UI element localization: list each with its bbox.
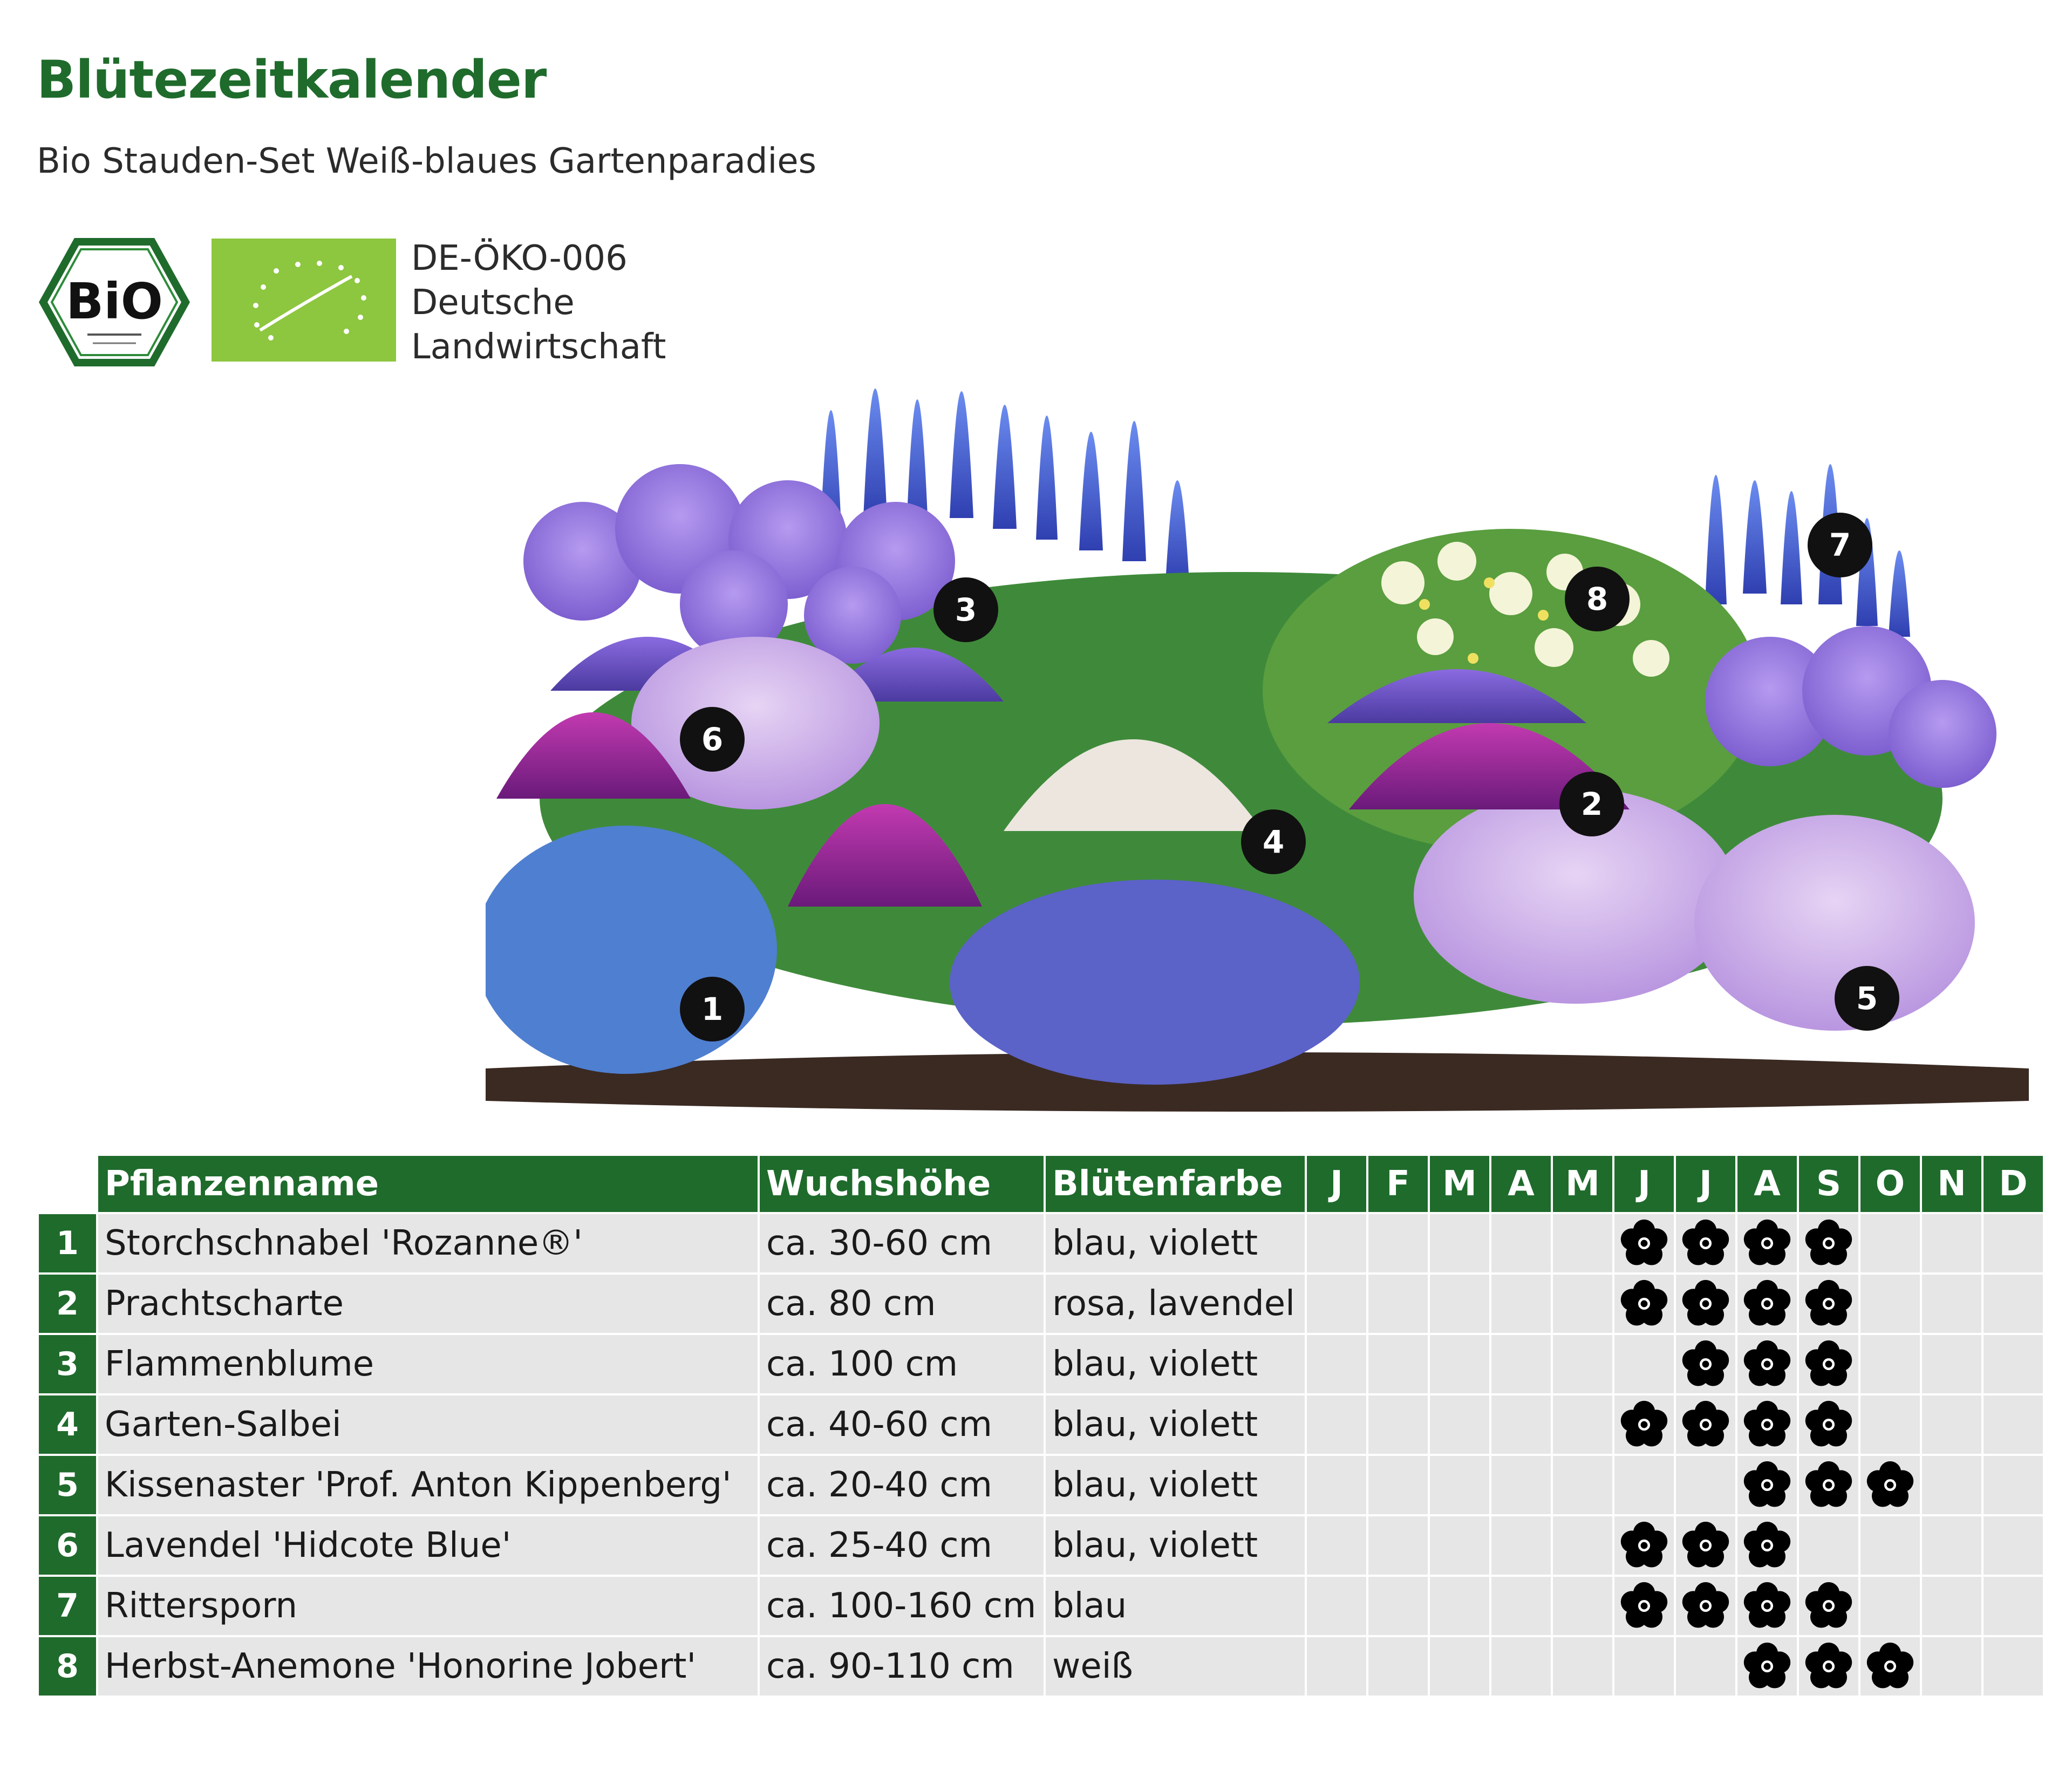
row-number: 6: [39, 1516, 96, 1575]
month-cell: [1614, 1214, 1674, 1272]
month-cell: [1860, 1275, 1920, 1333]
month-cell: [1676, 1395, 1735, 1454]
flower-icon: [1742, 1521, 1792, 1570]
header-month: M: [1553, 1156, 1612, 1212]
flower-icon: [1742, 1581, 1792, 1631]
flower-icon: [1742, 1400, 1792, 1449]
month-cell: [1799, 1456, 1858, 1514]
month-cell: [1368, 1275, 1428, 1333]
month-cell: [1307, 1516, 1366, 1575]
month-cell: [1799, 1577, 1858, 1635]
month-cell: [1984, 1335, 2043, 1393]
month-cell: [1984, 1577, 2043, 1635]
flower-icon: [1681, 1581, 1730, 1631]
height-cell: ca. 100 cm: [760, 1335, 1044, 1393]
month-cell: [1307, 1275, 1366, 1333]
month-cell: [1430, 1577, 1489, 1635]
month-cell: [1430, 1395, 1489, 1454]
plant-name-cell: Kissenaster 'Prof. Anton Kippenberg': [98, 1456, 758, 1514]
month-cell: [1922, 1637, 1981, 1696]
height-cell: ca. 100-160 cm: [760, 1577, 1044, 1635]
flower-color-cell: blau, violett: [1046, 1335, 1305, 1393]
height-cell: ca. 90-110 cm: [760, 1637, 1044, 1696]
month-cell: [1860, 1516, 1920, 1575]
month-cell: [1368, 1395, 1428, 1454]
month-cell: [1491, 1395, 1551, 1454]
table-row: [39, 1637, 2043, 1696]
month-cell: [1430, 1516, 1489, 1575]
marker-2: 2: [1580, 786, 1603, 822]
month-cell: [1430, 1275, 1489, 1333]
month-cell: [1860, 1637, 1920, 1696]
month-cell: [1553, 1395, 1612, 1454]
header-month: M: [1430, 1156, 1489, 1212]
marker-3: 3: [955, 591, 977, 628]
month-cell: [1491, 1456, 1551, 1514]
height-cell: ca. 30-60 cm: [760, 1214, 1044, 1272]
flower-color-cell: blau, violett: [1046, 1214, 1305, 1272]
table-header-row: [39, 1156, 2043, 1212]
header-month: J: [1676, 1156, 1735, 1212]
month-cell: [1984, 1214, 2043, 1272]
month-cell: [1614, 1577, 1674, 1635]
month-cell: [1984, 1637, 2043, 1696]
month-cell: [1737, 1637, 1797, 1696]
month-cell: [1799, 1395, 1858, 1454]
month-cell: [1984, 1516, 2043, 1575]
flower-icon: [1742, 1279, 1792, 1329]
cert-line-3: Landwirtschaft: [411, 327, 666, 367]
height-cell: ca. 80 cm: [760, 1275, 1044, 1333]
marker-1: 1: [701, 991, 724, 1027]
month-cell: [1368, 1214, 1428, 1272]
month-cell: [1307, 1335, 1366, 1393]
table-row: [39, 1395, 2043, 1454]
month-cell: [1553, 1637, 1612, 1696]
month-cell: [1553, 1577, 1612, 1635]
month-cell: [1368, 1456, 1428, 1514]
month-cell: [1368, 1335, 1428, 1393]
month-cell: [1737, 1335, 1797, 1393]
month-cell: [1368, 1637, 1428, 1696]
month-cell: [1922, 1275, 1981, 1333]
header-flower-color: Blütenfarbe: [1046, 1156, 1305, 1212]
month-cell: [1491, 1516, 1551, 1575]
month-cell: [1553, 1214, 1612, 1272]
month-cell: [1984, 1395, 2043, 1454]
row-number: 4: [39, 1395, 96, 1454]
flower-icon: [1742, 1218, 1792, 1268]
month-cell: [1553, 1516, 1612, 1575]
flower-icon: [1742, 1460, 1792, 1510]
month-cell: [1984, 1275, 2043, 1333]
plant-name-cell: Lavendel 'Hidcote Blue': [98, 1516, 758, 1575]
table-row: [39, 1214, 2043, 1272]
month-cell: [1922, 1516, 1981, 1575]
flower-color-cell: weiß: [1046, 1637, 1305, 1696]
month-cell: [1307, 1456, 1366, 1514]
row-number: 8: [39, 1637, 96, 1696]
cert-line-2: Deutsche: [411, 283, 575, 323]
month-cell: [1307, 1214, 1366, 1272]
flower-icon: [1681, 1279, 1730, 1329]
month-cell: [1922, 1456, 1981, 1514]
flower-color-cell: rosa, lavendel: [1046, 1275, 1305, 1333]
month-cell: [1553, 1275, 1612, 1333]
header-month: J: [1307, 1156, 1366, 1212]
month-cell: [1922, 1577, 1981, 1635]
month-cell: [1799, 1335, 1858, 1393]
month-cell: [1860, 1214, 1920, 1272]
header-blank: [39, 1156, 96, 1212]
month-cell: [1676, 1214, 1735, 1272]
month-cell: [1614, 1275, 1674, 1333]
marker-4: 4: [1262, 823, 1285, 860]
flower-icon: [1619, 1218, 1669, 1268]
header-plant-name: Pflanzenname: [98, 1156, 758, 1212]
month-cell: [1737, 1577, 1797, 1635]
marker-6: 6: [701, 721, 724, 758]
month-cell: [1614, 1516, 1674, 1575]
month-cell: [1922, 1214, 1981, 1272]
bloom-calendar-table: [37, 1154, 2045, 1698]
table-row: [39, 1577, 2043, 1635]
plant-name-cell: Storchschnabel 'Rozanne®': [98, 1214, 758, 1272]
month-cell: [1614, 1395, 1674, 1454]
month-cell: [1430, 1335, 1489, 1393]
month-cell: [1430, 1214, 1489, 1272]
header-height: Wuchshöhe: [760, 1156, 1044, 1212]
month-cell: [1860, 1395, 1920, 1454]
table-row: [39, 1275, 2043, 1333]
flower-icon: [1804, 1279, 1853, 1329]
month-cell: [1860, 1335, 1920, 1393]
cert-code: DE-ÖKO-006: [411, 239, 628, 278]
flower-icon: [1742, 1642, 1792, 1691]
header-month: F: [1368, 1156, 1428, 1212]
header-month: A: [1737, 1156, 1797, 1212]
flower-icon: [1804, 1642, 1853, 1691]
flower-icon: [1619, 1400, 1669, 1449]
month-cell: [1491, 1275, 1551, 1333]
plant-name-cell: Rittersporn: [98, 1577, 758, 1635]
month-cell: [1368, 1516, 1428, 1575]
flower-icon: [1742, 1339, 1792, 1389]
flower-icon: [1804, 1581, 1853, 1631]
month-cell: [1553, 1335, 1612, 1393]
flower-icon: [1804, 1218, 1853, 1268]
month-cell: [1368, 1577, 1428, 1635]
flower-color-cell: blau, violett: [1046, 1395, 1305, 1454]
month-cell: [1676, 1577, 1735, 1635]
page-title: Blütezeitkalender: [37, 50, 547, 110]
month-cell: [1799, 1214, 1858, 1272]
flower-icon: [1804, 1460, 1853, 1510]
month-cell: [1984, 1456, 2043, 1514]
garden-bed-illustration: [486, 259, 2029, 1122]
month-cell: [1430, 1456, 1489, 1514]
month-cell: [1737, 1516, 1797, 1575]
flower-icon: [1865, 1642, 1915, 1691]
month-cell: [1860, 1456, 1920, 1514]
header-month: J: [1614, 1156, 1674, 1212]
flower-color-cell: blau, violett: [1046, 1456, 1305, 1514]
table-body: [39, 1214, 2043, 1696]
flower-color-cell: blau, violett: [1046, 1516, 1305, 1575]
month-cell: [1676, 1637, 1735, 1696]
month-cell: [1553, 1456, 1612, 1514]
marker-7: 7: [1829, 527, 1851, 563]
month-cell: [1491, 1577, 1551, 1635]
header-month: O: [1860, 1156, 1920, 1212]
month-cell: [1860, 1577, 1920, 1635]
month-cell: [1491, 1637, 1551, 1696]
page-subtitle: Bio Stauden-Set Weiß-blaues Gartenparadies: [37, 141, 816, 181]
month-cell: [1737, 1456, 1797, 1514]
marker-8: 8: [1586, 581, 1608, 617]
month-cell: [1614, 1637, 1674, 1696]
row-number: 1: [39, 1214, 96, 1272]
month-cell: [1799, 1516, 1858, 1575]
plant-name-cell: Prachtscharte: [98, 1275, 758, 1333]
row-number: 5: [39, 1456, 96, 1514]
header-month: A: [1491, 1156, 1551, 1212]
flower-icon: [1681, 1218, 1730, 1268]
table-row: [39, 1456, 2043, 1514]
header-month: N: [1922, 1156, 1981, 1212]
month-cell: [1799, 1275, 1858, 1333]
flower-icon: [1619, 1279, 1669, 1329]
flower-icon: [1804, 1339, 1853, 1389]
month-cell: [1491, 1335, 1551, 1393]
header-month: D: [1984, 1156, 2043, 1212]
flower-icon: [1619, 1521, 1669, 1570]
flower-icon: [1681, 1339, 1730, 1389]
month-cell: [1676, 1516, 1735, 1575]
height-cell: ca. 25-40 cm: [760, 1516, 1044, 1575]
marker-5: 5: [1856, 980, 1878, 1017]
eu-organic-logo-icon: [212, 239, 396, 362]
month-cell: [1676, 1456, 1735, 1514]
height-cell: ca. 20-40 cm: [760, 1456, 1044, 1514]
row-number: 7: [39, 1577, 96, 1635]
flower-icon: [1681, 1521, 1730, 1570]
height-cell: ca. 40-60 cm: [760, 1395, 1044, 1454]
month-cell: [1307, 1395, 1366, 1454]
header-month: S: [1799, 1156, 1858, 1212]
flower-icon: [1619, 1581, 1669, 1631]
month-cell: [1799, 1637, 1858, 1696]
row-number: 3: [39, 1335, 96, 1393]
bio-logo-text: BiO: [66, 273, 163, 330]
month-cell: [1430, 1637, 1489, 1696]
month-cell: [1737, 1395, 1797, 1454]
table-row: [39, 1335, 2043, 1393]
month-cell: [1614, 1456, 1674, 1514]
plant-name-cell: Herbst-Anemone 'Honorine Jobert': [98, 1637, 758, 1696]
plant-name-cell: Garten-Salbei: [98, 1395, 758, 1454]
month-cell: [1676, 1335, 1735, 1393]
month-cell: [1922, 1335, 1981, 1393]
plant-name-cell: Flammenblume: [98, 1335, 758, 1393]
flower-icon: [1804, 1400, 1853, 1449]
flower-color-cell: blau: [1046, 1577, 1305, 1635]
month-cell: [1614, 1335, 1674, 1393]
flower-icon: [1865, 1460, 1915, 1510]
month-cell: [1676, 1275, 1735, 1333]
month-cell: [1491, 1214, 1551, 1272]
month-cell: [1737, 1214, 1797, 1272]
row-number: 2: [39, 1275, 96, 1333]
month-cell: [1307, 1637, 1366, 1696]
flower-icon: [1681, 1400, 1730, 1449]
month-cell: [1922, 1395, 1981, 1454]
month-cell: [1737, 1275, 1797, 1333]
month-cell: [1307, 1577, 1366, 1635]
table-row: [39, 1516, 2043, 1575]
bio-seal-icon: [39, 237, 190, 367]
